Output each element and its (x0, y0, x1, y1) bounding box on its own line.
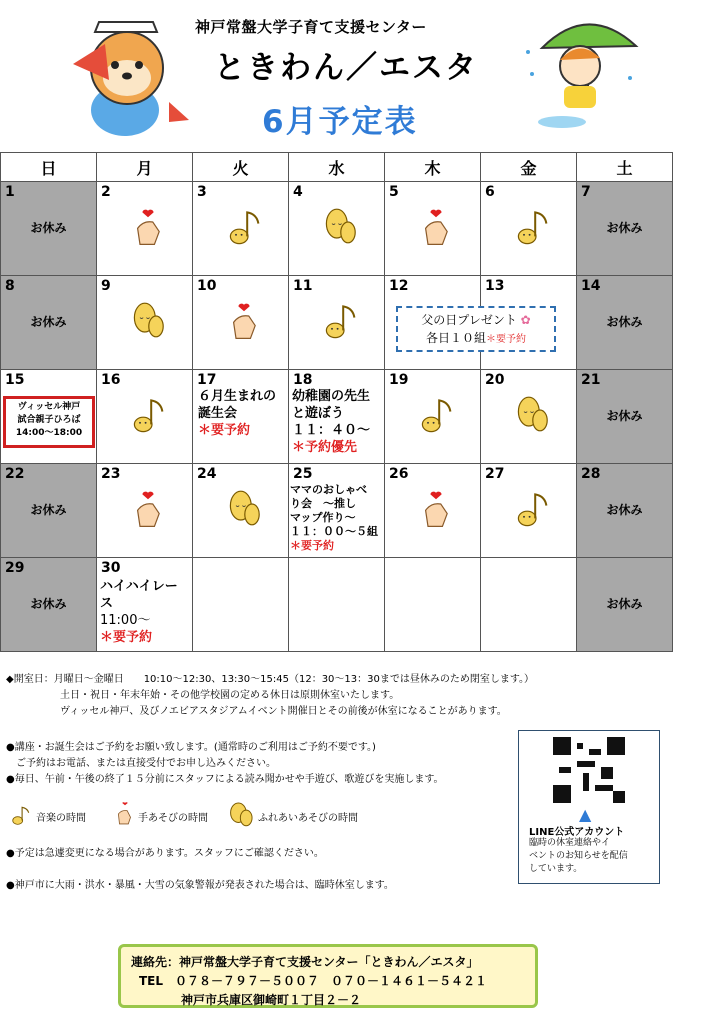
calendar-day-cell (193, 464, 289, 558)
closed-label: お休み (30, 597, 67, 611)
event-25-req: ＊要予約 (290, 539, 334, 552)
contact-line3: 神戸市兵庫区御崎町１丁目２－２ (181, 993, 362, 1007)
weekday-thu: 木 (385, 153, 481, 182)
calendar-day-cell (385, 558, 481, 652)
calendar-day-cell (577, 464, 673, 558)
touch-faces-icon (324, 206, 356, 246)
weekday-wed: 水 (289, 153, 385, 182)
day-number: 22 (5, 466, 25, 482)
closed-label: お休み (606, 409, 643, 423)
legend-music: 音楽の時間 (36, 813, 86, 824)
hours-line1: ◆開室日：月曜日～金曜日 10:10～12:30、13:30～15:45（12：30～13：30までは昼休みのため閉室します。） (6, 674, 535, 685)
touch-faces-icon (132, 300, 164, 340)
fathers-day-box (396, 306, 556, 352)
music-note-icon (228, 206, 260, 246)
finger-heart-icon (228, 300, 260, 340)
line-desc (529, 837, 628, 876)
event-17 (198, 388, 276, 439)
calendar-day-cell (97, 370, 193, 464)
day-number: 5 (389, 184, 399, 200)
touch-faces-icon (228, 488, 260, 528)
calendar-day-cell (193, 558, 289, 652)
line-account-box (518, 730, 660, 884)
calendar-day-cell (481, 558, 577, 652)
day-number: 16 (101, 372, 121, 388)
weekday-tue: 火 (193, 153, 289, 182)
day-number: 14 (581, 278, 601, 294)
calendar-day-cell (1, 464, 97, 558)
legend-hand: 手あそびの時間 (138, 813, 208, 824)
calendar-day-cell (97, 464, 193, 558)
day-number: 28 (581, 466, 601, 482)
contact-line2: TEL ０７８－７９７－５００７ ０７０－１４６１－５４２１ (139, 974, 488, 988)
notice-weather: ●神戸市に大雨・洪水・暴風・大雪の気象警報が発表された場合は、臨時休室します。 (6, 880, 394, 891)
flower-icon: ✿ (516, 313, 531, 327)
hours-line3: ヴィッセル神戸、及びノエビアスタジアムイベント開催日とその前後が休室になることがあります。 (60, 706, 507, 717)
day-number: 19 (389, 372, 409, 388)
day-number: 8 (5, 278, 15, 294)
calendar-day-cell (289, 276, 385, 370)
touch-faces-icon (516, 394, 548, 434)
day-number: 30 (101, 560, 121, 576)
day-number: 20 (485, 372, 505, 388)
hours-note (6, 672, 534, 720)
event-30 (100, 578, 178, 646)
day-number: 3 (197, 184, 207, 200)
event-18-line3: １１：４０～ (292, 423, 371, 438)
calendar-day-cell (577, 276, 673, 370)
vissel-line3: 14:00～18:00 (15, 428, 83, 438)
arrow-up-icon: ▲ (579, 805, 592, 824)
event-18-line1: 幼稚園の先生 (292, 389, 371, 404)
contact-box (118, 944, 538, 1008)
hours-line2: 土日・祝日・年末年始・その他学校園の定める休日は原則休室いたします。 (60, 690, 400, 701)
calendar-day-cell (385, 464, 481, 558)
notice-list (6, 740, 444, 788)
event-17-line1: ６月生まれの (198, 389, 277, 404)
calendar-day-cell (481, 370, 577, 464)
event-30-line1: ハイハイレー (100, 579, 178, 594)
music-note-icon (324, 300, 356, 340)
mascot-dog-illustration (65, 10, 195, 140)
calendar-day-cell (97, 182, 193, 276)
weekday-sat: 土 (577, 153, 673, 182)
day-number: 27 (485, 466, 505, 482)
event-18-req: ＊予約優先 (292, 440, 358, 455)
calendar-day-cell (1, 276, 97, 370)
day-number: 29 (5, 560, 25, 576)
calendar-day-cell (385, 370, 481, 464)
line-desc3: しています。 (529, 864, 583, 874)
weekday-mon: 月 (97, 153, 193, 182)
day-number: 18 (293, 372, 313, 388)
day-number: 7 (581, 184, 591, 200)
calendar-day-cell (289, 558, 385, 652)
day-number: 12 (389, 278, 409, 294)
calendar-day-cell (481, 182, 577, 276)
closed-label: お休み (606, 503, 643, 517)
calendar-day-cell (289, 182, 385, 276)
event-30-req: ＊要予約 (100, 630, 153, 645)
closed-label: お休み (30, 221, 67, 235)
day-number: 4 (293, 184, 303, 200)
calendar-week-row (1, 182, 673, 276)
event-25-line3: マップ作り～ (290, 511, 356, 524)
legend-touch: ふれあいあそびの時間 (258, 813, 358, 824)
calendar-day-cell (97, 276, 193, 370)
notice-reservation-2: ご予約はお電話、または直接受付でお申し込みください。 (16, 758, 276, 769)
calendar-day-cell (481, 464, 577, 558)
weekday-sun: 日 (1, 153, 97, 182)
weekday-fri: 金 (481, 153, 577, 182)
month-title: 6月予定表 (262, 104, 418, 140)
brand-title: ときわん／エスタ (214, 50, 478, 86)
fathers-day-line1: 父の日プレゼント (421, 313, 517, 327)
day-number: 10 (197, 278, 217, 294)
music-note-icon (10, 802, 32, 828)
day-number: 23 (101, 466, 121, 482)
closed-label: お休み (30, 315, 67, 329)
calendar-day-cell (1, 558, 97, 652)
child-umbrella-illustration (518, 8, 646, 136)
calendar-day-cell (1, 182, 97, 276)
day-number: 15 (5, 372, 25, 388)
qr-code (553, 737, 625, 803)
music-note-icon (516, 206, 548, 246)
day-number: 21 (581, 372, 601, 388)
fathers-day-line2: 各日１０組 (425, 331, 486, 345)
calendar-day-cell (577, 370, 673, 464)
event-17-line2: 誕生会 (198, 406, 238, 421)
vissel-line1: ヴィッセル神戸 (17, 402, 81, 412)
event-30-line2: ス (100, 596, 114, 611)
closed-label: お休み (606, 597, 643, 611)
calendar-day-cell (193, 182, 289, 276)
music-note-icon (516, 488, 548, 528)
event-18-line2: と遊ぼう (292, 406, 345, 421)
finger-heart-icon (114, 800, 136, 828)
contact-line1: 連絡先：神戸常盤大学子育て支援センター「ときわん／エスタ」 (131, 955, 479, 969)
music-note-icon (420, 394, 452, 434)
notice-change: ●予定は急遽変更になる場合があります。スタッフにご確認ください。 (6, 848, 324, 859)
vissel-line2: 試合親子ひろば (17, 415, 81, 425)
event-17-req: ＊要予約 (198, 423, 251, 438)
notice-daily: ●毎日、午前・午後の終了１５分前にスタッフによる読み聞かせや手遊び、歌遊びを実施します。 (6, 774, 444, 785)
day-number: 17 (197, 372, 217, 388)
day-number: 25 (293, 466, 313, 482)
closed-label: お休み (30, 503, 67, 517)
vissel-event-box (3, 396, 95, 448)
weekday-header-row (1, 153, 673, 182)
closed-label: お休み (606, 315, 643, 329)
calendar-week-row (1, 276, 673, 370)
calendar-day-cell (193, 276, 289, 370)
event-25-line4: １１：００～５組 (290, 525, 378, 538)
day-number: 13 (485, 278, 505, 294)
event-25 (290, 483, 378, 553)
org-name: 神戸常盤大学子育て支援センター (195, 18, 427, 36)
notice-reservation: ●講座・お誕生会はご予約をお願い致します。(通常時のご利用はご予約不要です。) (6, 742, 376, 753)
event-30-line3: 11:00～ (100, 613, 151, 628)
event-18 (292, 388, 370, 456)
day-number: 1 (5, 184, 15, 200)
day-number: 26 (389, 466, 409, 482)
closed-label: お休み (606, 221, 643, 235)
finger-heart-icon (132, 206, 164, 246)
day-number: 2 (101, 184, 111, 200)
day-number: 11 (293, 278, 313, 294)
finger-heart-icon (420, 488, 452, 528)
line-desc1: 臨時の休室連絡やイ (529, 838, 611, 848)
line-desc2: ベントのお知らせを配信 (529, 851, 628, 861)
touch-faces-icon (228, 800, 254, 828)
day-number: 24 (197, 466, 217, 482)
event-25-line1: ママのおしゃべ (290, 483, 367, 496)
fathers-day-req: ＊要予約 (486, 334, 526, 345)
line-title: LINE公式アカウント (529, 827, 625, 838)
day-number: 6 (485, 184, 495, 200)
calendar-day-cell (577, 558, 673, 652)
finger-heart-icon (132, 488, 164, 528)
calendar-day-cell (385, 182, 481, 276)
day-number: 9 (101, 278, 111, 294)
finger-heart-icon (420, 206, 452, 246)
event-25-line2: り会 ～推し (290, 497, 356, 510)
calendar-day-cell (577, 182, 673, 276)
music-note-icon (132, 394, 164, 434)
